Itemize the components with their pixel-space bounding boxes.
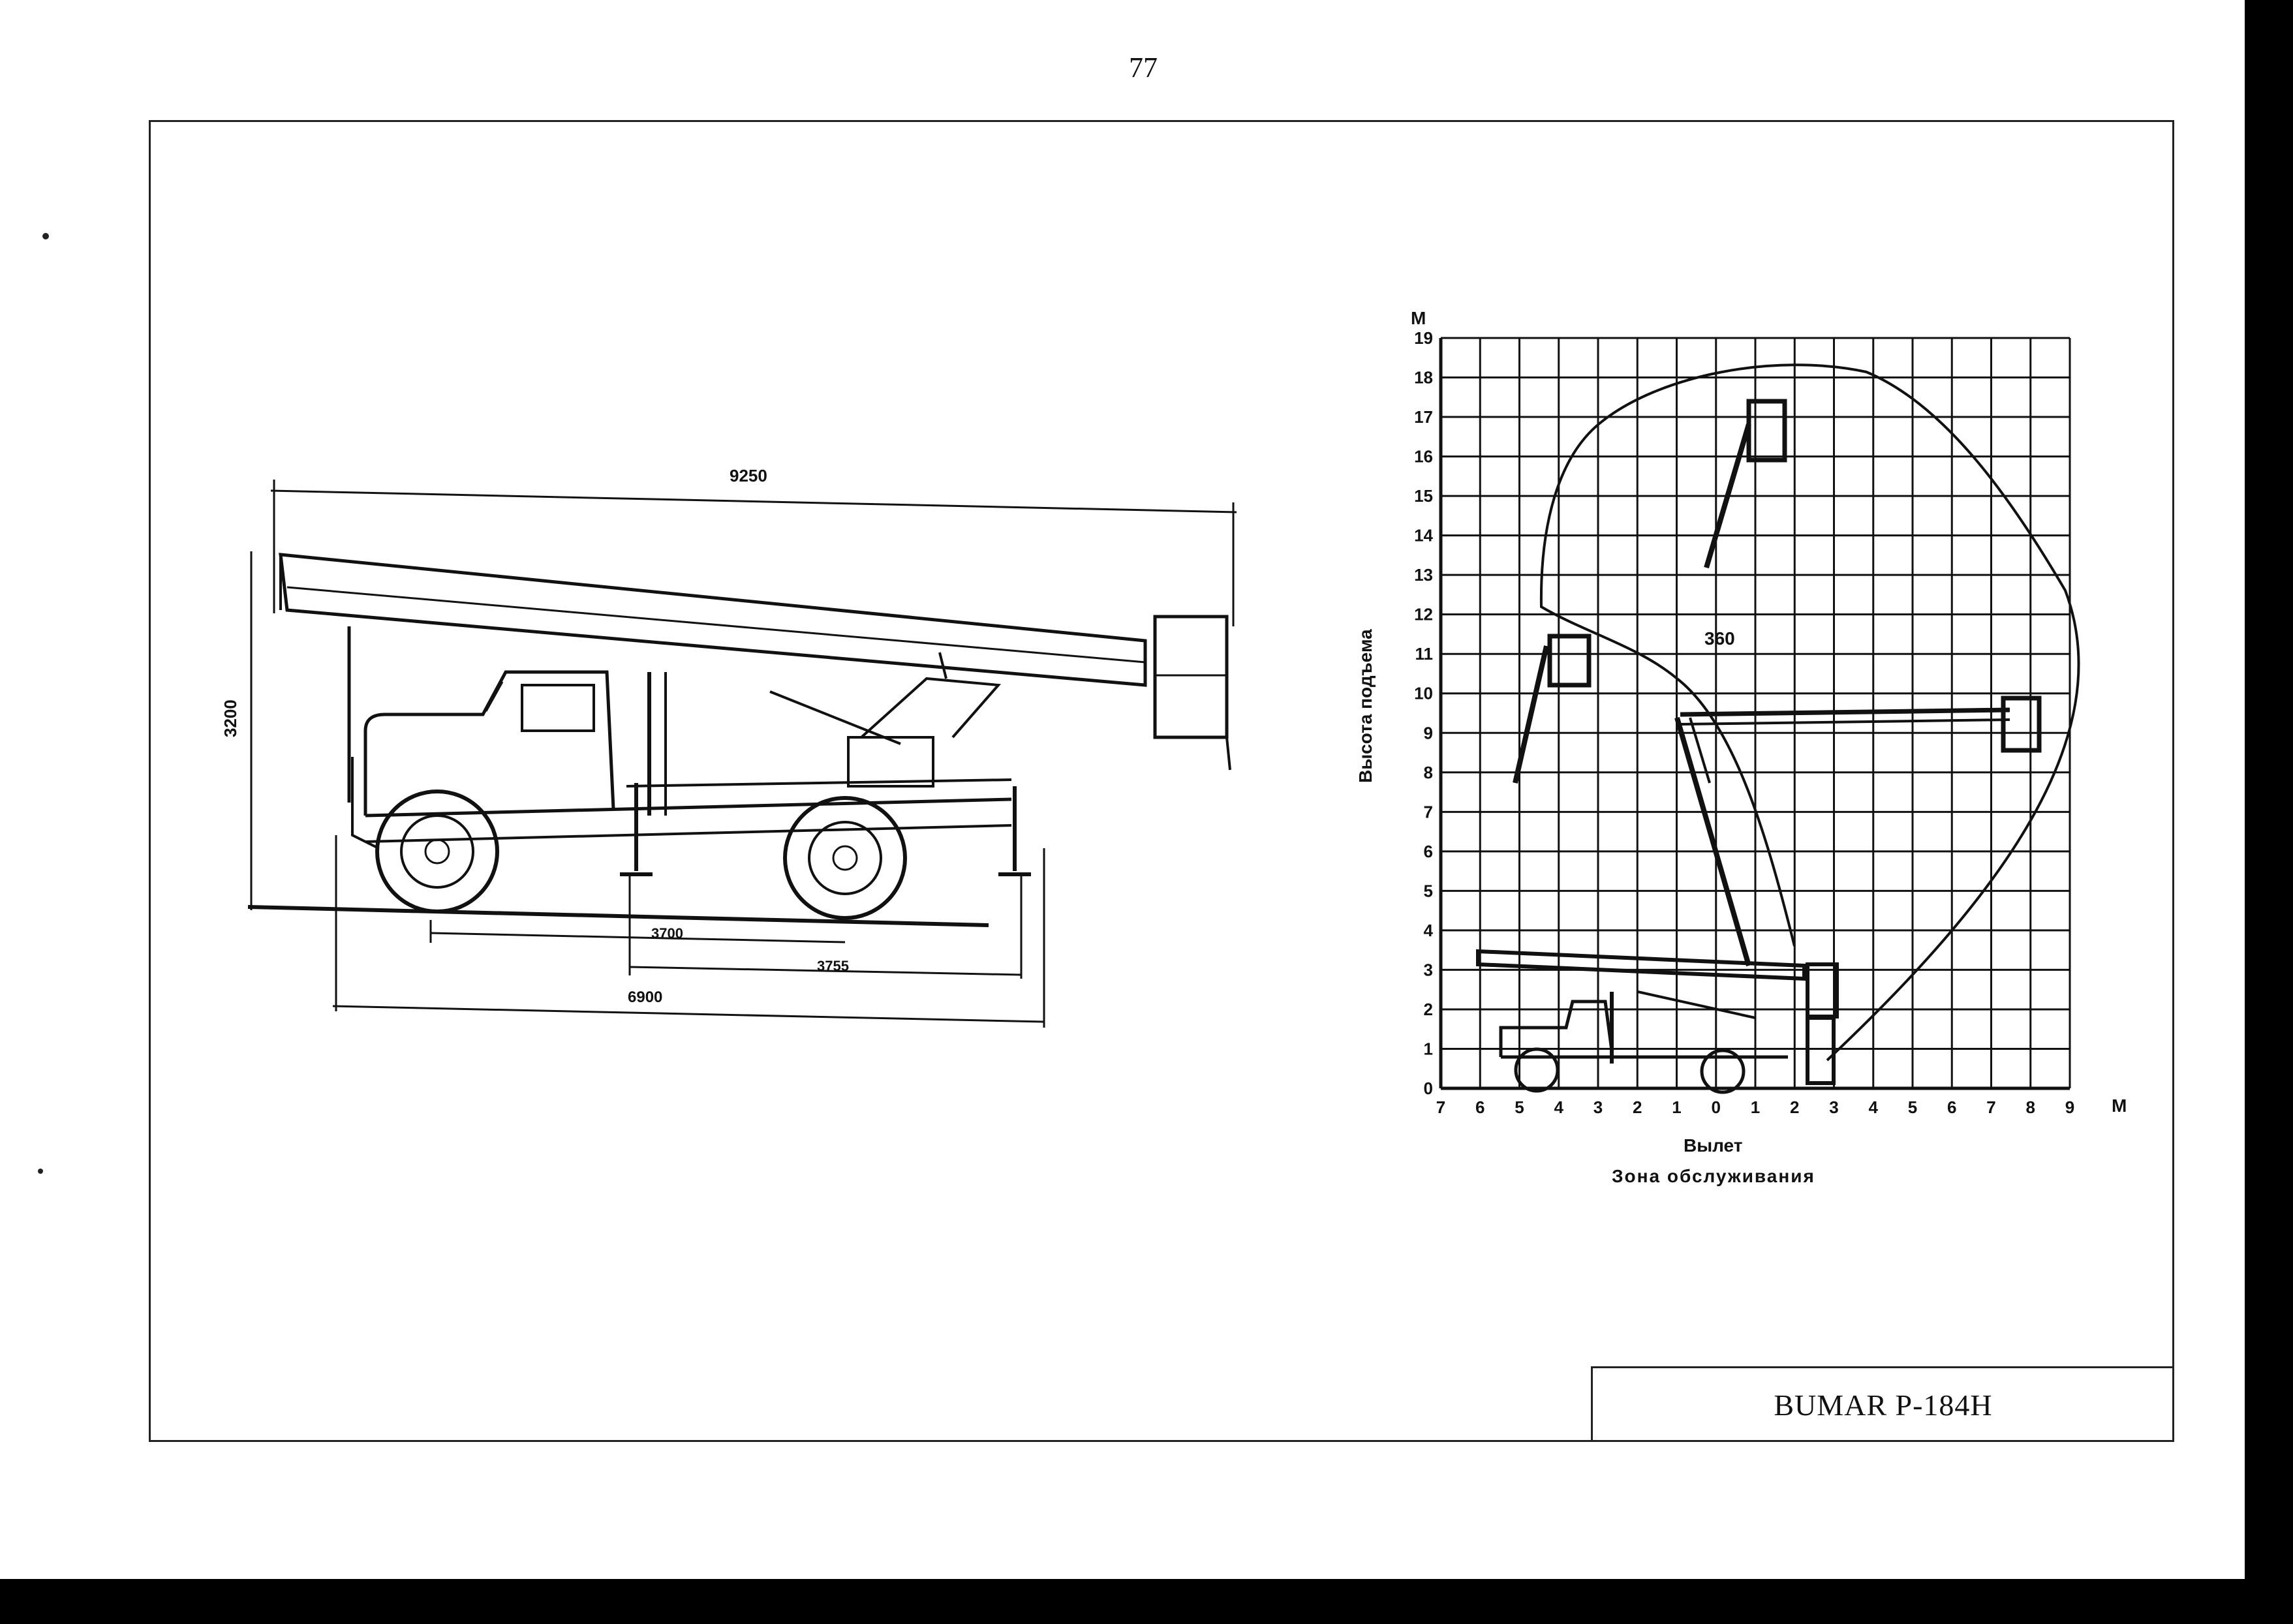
x-tick-label: 4 <box>1554 1097 1563 1117</box>
y-tick-label: 16 <box>1414 446 1433 467</box>
x-tick-label: 2 <box>1790 1097 1800 1117</box>
scan-border-bottom <box>0 1579 2293 1624</box>
y-tick-label: 13 <box>1414 565 1433 585</box>
x-tick-label: 7 <box>1986 1097 1996 1117</box>
y-tick-labels <box>1414 328 1433 1098</box>
y-axis-label: Высота подъема <box>1355 629 1376 783</box>
y-tick-label: 10 <box>1414 683 1433 703</box>
x-tick-label: 5 <box>1907 1097 1918 1117</box>
x-unit-label: М <box>2112 1095 2127 1116</box>
x-tick-label: 1 <box>1672 1097 1682 1117</box>
y-tick-label: 18 <box>1414 367 1433 388</box>
y-tick-label: 3 <box>1423 960 1433 980</box>
x-tick-label: 1 <box>1750 1097 1761 1117</box>
page-number: 77 <box>1129 52 1158 84</box>
y-tick-label: 7 <box>1423 802 1433 822</box>
x-tick-label: 5 <box>1515 1097 1524 1117</box>
scan-border-right <box>2245 0 2293 1624</box>
x-tick-label: 6 <box>1947 1097 1957 1117</box>
x-tick-label: 4 <box>1868 1097 1878 1117</box>
y-tick-label: 17 <box>1414 407 1433 427</box>
y-tick-label: 8 <box>1423 762 1433 782</box>
y-tick-label: 1 <box>1423 1039 1433 1059</box>
x-tick-labels <box>1436 1097 2074 1117</box>
x-tick-label: 6 <box>1475 1097 1485 1117</box>
y-tick-label: 11 <box>1415 644 1433 664</box>
scan-mark <box>38 1169 43 1174</box>
y-tick-label: 4 <box>1423 920 1433 940</box>
x-tick-label: 8 <box>2025 1097 2035 1117</box>
dim-chassis-length: 6900 <box>628 988 663 1006</box>
y-tick-label: 19 <box>1414 328 1433 348</box>
dimension-lines <box>251 480 1237 1028</box>
y-tick-label: 6 <box>1423 841 1433 861</box>
zone-caption: Зона обслуживания <box>1612 1166 1815 1186</box>
y-tick-label: 14 <box>1414 525 1433 545</box>
rotation-label: 360 <box>1704 628 1735 649</box>
x-tick-label: 3 <box>1593 1097 1603 1117</box>
title-block <box>1591 1366 2174 1442</box>
x-axis-label: Вылет <box>1684 1135 1743 1156</box>
reach-envelope <box>1478 365 2079 1092</box>
dim-height: 3200 <box>221 699 240 737</box>
x-tick-label: 3 <box>1829 1097 1839 1117</box>
model-title: BUMAR P-184H <box>1774 1388 1993 1422</box>
y-tick-label: 5 <box>1423 881 1433 901</box>
x-tick-label: 7 <box>1436 1097 1446 1117</box>
x-tick-label: 9 <box>2065 1097 2075 1117</box>
truck-side-view <box>248 555 1230 925</box>
y-tick-label: 9 <box>1423 723 1433 743</box>
y-tick-label: 15 <box>1414 486 1433 506</box>
x-tick-label: 0 <box>1711 1097 1721 1117</box>
x-tick-label: 2 <box>1633 1097 1642 1117</box>
y-tick-label: 12 <box>1414 604 1433 624</box>
dim-overall-length: 9250 <box>730 466 767 485</box>
dim-outrigger-span: 3755 <box>817 958 849 974</box>
dim-wheelbase: 3700 <box>651 925 683 942</box>
y-tick-label: 2 <box>1423 999 1433 1019</box>
y-unit-label: М <box>1411 308 1426 328</box>
scan-mark <box>42 233 49 239</box>
y-tick-label: 0 <box>1423 1079 1433 1098</box>
